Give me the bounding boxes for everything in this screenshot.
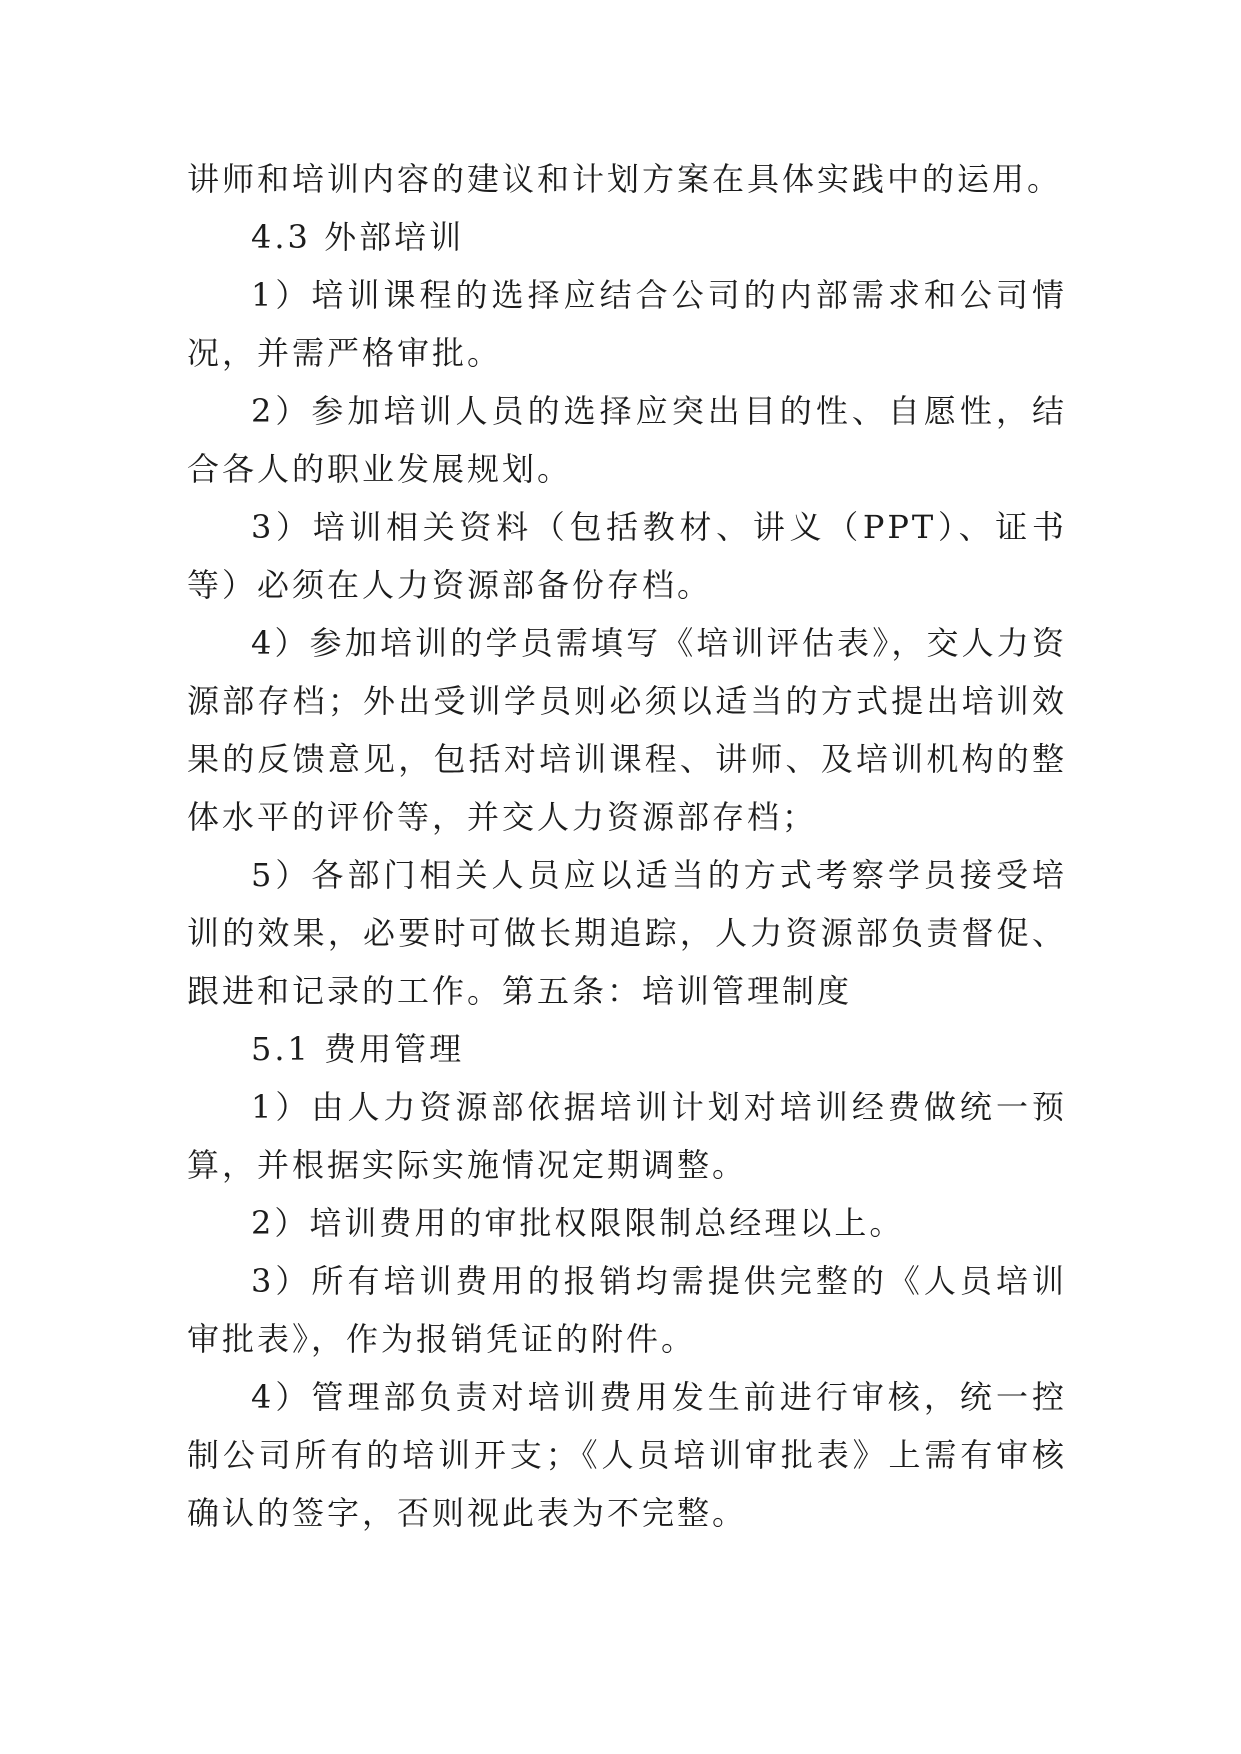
list-item-5-1-1: 1）由人力资源部依据培训计划对培训经费做统一预算，并根据实际实施情况定期调整。 bbox=[187, 1088, 1067, 1184]
list-item-4-3-2: 2）参加培训人员的选择应突出目的性、自愿性，结合各人的职业发展规划。 bbox=[187, 392, 1067, 488]
list-item-4-3-4: 4）参加培训的学员需填写《培训评估表》，交人力资源部存档；外出受训学员则必须以适当的方式提出培训效果的反馈意见，包括对培训课程、讲师、及培训机构的整体水平的评价等，并交人力资源部存档； bbox=[187, 624, 1067, 836]
list-item-5-1-2: 2）培训费用的审批权限限制总经理以上。 bbox=[251, 1204, 905, 1242]
paragraph-continuation: 讲师和培训内容的建议和计划方案在具体实践中的运用。 bbox=[187, 160, 1063, 198]
section-heading-5-1: 5.1 费用管理 bbox=[251, 1030, 465, 1068]
list-item-4-3-3: 3）培训相关资料（包括教材、讲义（PPT）、证书等）必须在人力资源部备份存档。 bbox=[187, 508, 1067, 604]
document-body bbox=[187, 150, 1067, 1542]
list-item-4-3-1: 1）培训课程的选择应结合公司的内部需求和公司情况，并需严格审批。 bbox=[187, 276, 1067, 372]
list-item-4-3-5: 5）各部门相关人员应以适当的方式考察学员接受培训的效果，必要时可做长期追踪，人力资源部负责督促、跟进和记录的工作。第五条：培训管理制度 bbox=[187, 856, 1067, 1010]
section-heading-4-3: 4.3 外部培训 bbox=[251, 218, 465, 256]
list-item-5-1-4: 4）管理部负责对培训费用发生前进行审核，统一控制公司所有的培训开支；《人员培训审批表》上需有审核确认的签字，否则视此表为不完整。 bbox=[187, 1378, 1067, 1532]
list-item-5-1-3: 3）所有培训费用的报销均需提供完整的《人员培训审批表》，作为报销凭证的附件。 bbox=[187, 1262, 1067, 1358]
